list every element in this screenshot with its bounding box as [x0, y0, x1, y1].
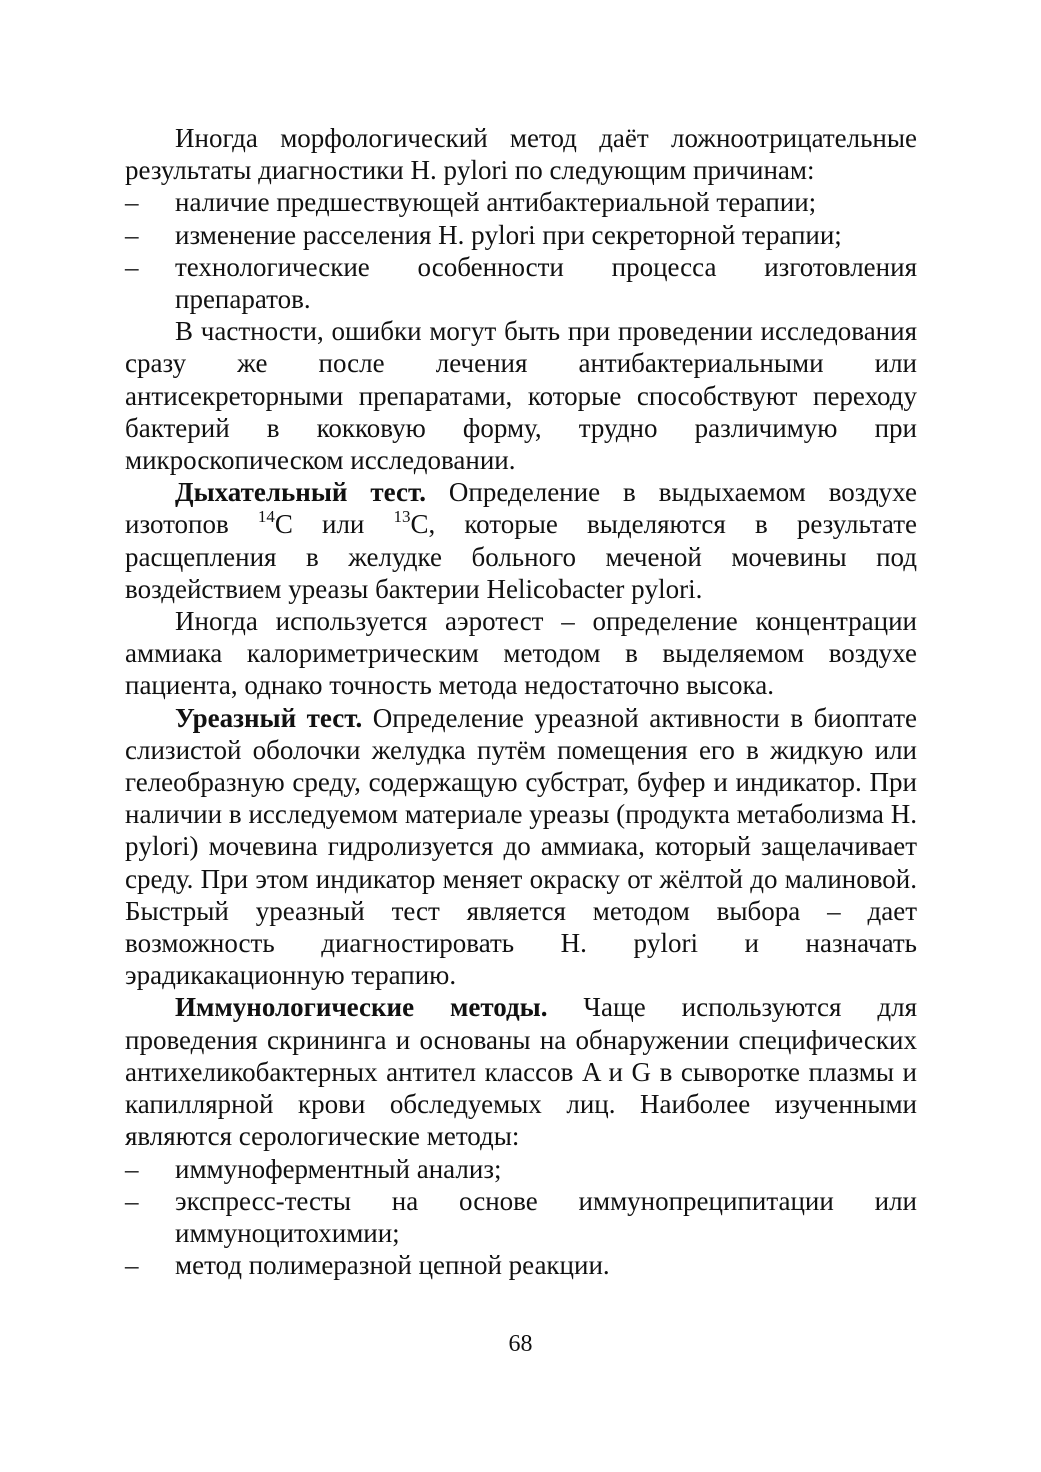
aerotest-paragraph: Иногда используется аэротест – определение концентрации аммиака калориметрическим методом в выделяемом воздухе пациента, однако точность метода недостаточно высока.: [125, 606, 917, 701]
immuno-heading: Иммунологические методы.: [175, 992, 548, 1023]
list-item: [125, 186, 917, 218]
urease-test-heading: Уреазный тест.: [175, 702, 363, 733]
list-dash: –: [125, 1153, 139, 1184]
immuno-text: Чаще используются для проведения скрининга и основаны на обнаружении специфических антихеликобактерных антител классов A и G в сыворотке плазмы и капиллярной крови обследуемых лиц. Наиболее изученными являются серологические методы:: [125, 992, 917, 1152]
isotope-1-mass: 14: [257, 507, 275, 527]
list-item: [125, 1249, 917, 1281]
list-item-text: изменение расселения H. pylori при секреторной терапии;: [175, 219, 842, 250]
list-dash: –: [125, 251, 139, 282]
list-dash: –: [125, 187, 139, 218]
list-item-text: иммуноферментный анализ;: [175, 1153, 502, 1184]
intro-paragraph: Иногда морфологический метод даёт ложноотрицательные результаты диагностики H. pylori по следующим причинам:: [125, 123, 917, 186]
list-item: [125, 1185, 917, 1249]
list-item-text: технологические особенности процесса изготовления препаратов.: [175, 251, 917, 315]
breath-test-text-1: Определение в выдыхаемом воздухе изотопов: [125, 477, 917, 540]
immuno-paragraph: [125, 991, 917, 1152]
list-dash: –: [125, 1185, 139, 1216]
list-item: [125, 251, 917, 315]
isotope-1-symbol: C: [274, 509, 293, 540]
list-dash: –: [125, 219, 139, 250]
list-dash: –: [125, 1250, 139, 1281]
breath-test-paragraph: [125, 476, 917, 605]
list-item: [125, 1153, 917, 1185]
methods-list: [125, 1153, 917, 1282]
page-body: [125, 122, 917, 1281]
list-item-text: метод полимеразной цепной реакции.: [175, 1250, 610, 1281]
breath-test-heading: Дыхательный тест.: [175, 477, 426, 508]
urease-test-text: Определение уреазной активности в биоптате слизистой оболочки желудка путём помещения его в жидкую или гелеобразную среду, содержащую субстрат, буфер и индикатор. При наличии в исследуемом материале уреазы (продукта метаболизма H. pylori) мочевина гидролизуется до аммиака, который защелачивает среду. При этом индикатор меняет окраску от жёлтой до малиновой. Быстрый уреазный тест является методом выбора – дает возможность диагностировать H. pylori и назначать эрадикакационную терапию.: [125, 702, 917, 991]
breath-test-text-2: или: [292, 509, 394, 540]
errors-paragraph: В частности, ошибки могут быть при проведении исследования сразу же после лечения антибактериальными или антисекреторными препаратами, которые способствуют переходу бактерий в кокковую форму, трудно различимую при микроскопическом исследовании.: [125, 316, 917, 476]
list-item-text: наличие предшествующей антибактериальной терапии;: [175, 187, 817, 218]
isotope-2-mass: 13: [393, 507, 411, 527]
list-item: [125, 219, 917, 251]
reasons-list: [125, 186, 917, 315]
page-number: 68: [508, 1331, 533, 1357]
isotope-2-symbol: C: [410, 509, 429, 540]
breath-test-text-3: , которые выделяются в результате расщепления в желудке больного меченой мочевины под воздействием уреазы бактерии Helicobacter pylori.: [125, 509, 918, 604]
list-item-text: экспресс-тесты на основе иммунопреципитации или иммуноцитохимии;: [175, 1185, 917, 1248]
urease-test-paragraph: [125, 702, 917, 992]
